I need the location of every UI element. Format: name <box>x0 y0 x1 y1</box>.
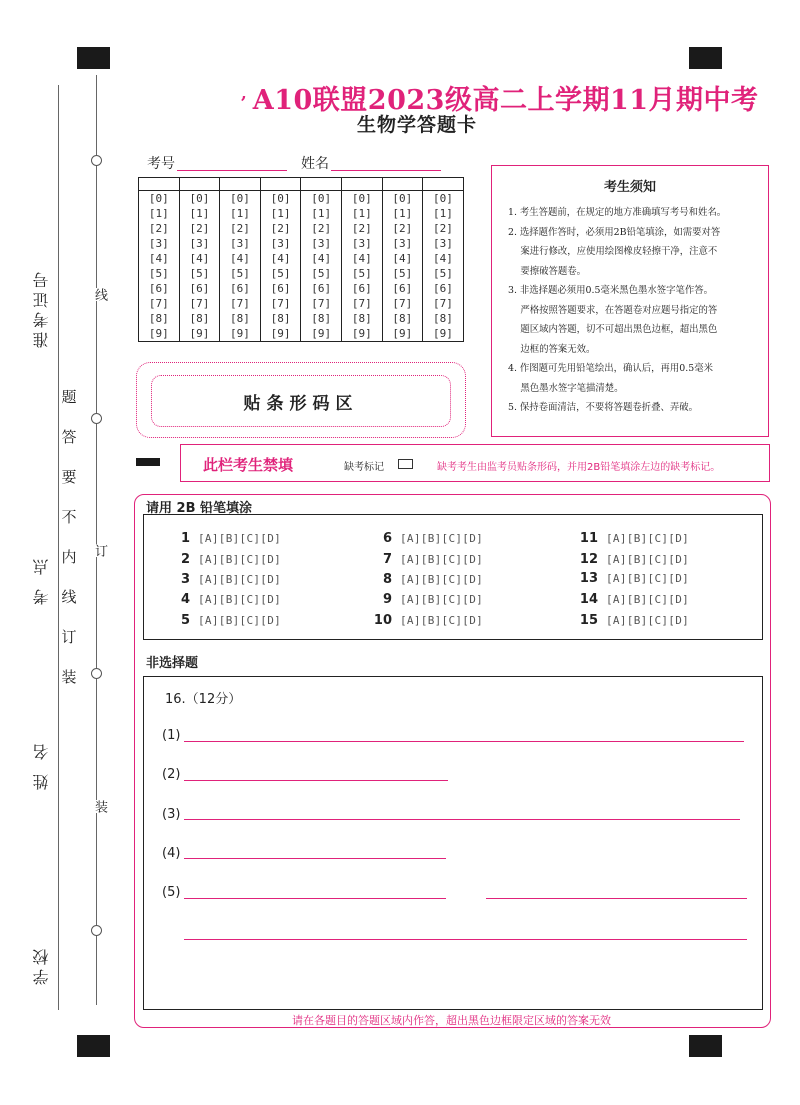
digit-bubble[interactable]: [6] <box>189 282 210 295</box>
digit-bubble[interactable]: [3] <box>270 237 291 250</box>
digit-column[interactable] <box>341 191 382 342</box>
digit-bubble[interactable]: [9] <box>270 327 291 340</box>
question-16-header: 16.（12分） <box>165 692 242 707</box>
digit-bubble[interactable]: [9] <box>433 327 453 340</box>
mc-options[interactable]: [A][B][C][D] <box>198 553 282 566</box>
digit-bubble[interactable]: [7] <box>351 297 372 310</box>
mc-question-number: 12 <box>579 552 598 567</box>
digit-bubble[interactable]: [1] <box>148 207 169 220</box>
digit-column[interactable] <box>139 191 180 342</box>
mc-question[interactable] <box>166 527 281 546</box>
mc-question[interactable] <box>368 568 483 587</box>
school-label: 学校 <box>32 945 51 985</box>
digit-column[interactable] <box>423 191 464 342</box>
write-cell[interactable] <box>382 178 423 191</box>
answer-part-label: (4) <box>162 846 181 861</box>
binding-line-outer <box>58 85 59 1010</box>
answer-line[interactable] <box>184 858 446 859</box>
digit-bubble[interactable]: [3] <box>189 237 210 250</box>
digit-bubble[interactable]: [4] <box>311 252 332 265</box>
binding-notice-char: 线 <box>61 588 77 606</box>
mc-question-number: 5 <box>180 613 190 628</box>
mc-question-number: 7 <box>382 552 392 567</box>
digit-column[interactable] <box>220 191 261 342</box>
write-cell[interactable] <box>301 178 342 191</box>
digit-bubble[interactable]: [8] <box>230 312 250 325</box>
digit-bubble[interactable]: [7] <box>433 297 453 310</box>
mc-question[interactable] <box>574 548 689 567</box>
non-choice-box <box>143 676 763 1010</box>
digit-bubble[interactable]: [3] <box>230 237 250 250</box>
answer-part-label: (1) <box>162 728 181 743</box>
write-cell[interactable] <box>260 178 301 191</box>
mc-options[interactable]: [A][B][C][D] <box>400 593 484 606</box>
mc-question[interactable] <box>166 609 281 628</box>
mc-question[interactable] <box>574 527 689 546</box>
notice-item: 要擦破答题卷。 <box>508 265 586 277</box>
exam-title-text: A10联盟2023级高二上学期11月期中考 <box>252 85 759 116</box>
write-cell[interactable] <box>423 178 464 191</box>
notice-item: 5. 保持卷面清洁，不要将答题卷折叠、弄破。 <box>508 402 699 413</box>
digit-bubble[interactable]: [1] <box>392 207 413 220</box>
digit-bubble[interactable]: [8] <box>433 312 453 325</box>
multiple-choice-section-label: 请用 2B 铅笔填涂 <box>146 501 253 516</box>
exam-number-label: 考号 <box>147 156 175 172</box>
binding-notice-char: 订 <box>61 628 77 646</box>
mc-options[interactable]: [A][B][C][D] <box>606 614 690 627</box>
proctor-only-label: 此栏考生禁填 <box>203 456 294 474</box>
digit-bubble[interactable]: [0] <box>148 192 169 205</box>
binding-hole <box>91 413 102 424</box>
answer-line[interactable] <box>486 898 747 899</box>
mc-question-number: 13 <box>579 571 598 586</box>
digit-bubble[interactable]: [3] <box>351 237 372 250</box>
digit-bubble[interactable]: [1] <box>270 207 291 220</box>
side-word-ding: 订 <box>92 544 107 557</box>
binding-hole <box>91 925 102 936</box>
mc-question-number: 11 <box>579 531 598 546</box>
answer-area-footer-note: 请在各题目的答题区域内作答，超出黑色边框限定区域的答案无效 <box>292 1014 611 1027</box>
digit-bubble[interactable]: [9] <box>230 327 250 340</box>
digit-bubble[interactable]: [3] <box>148 237 169 250</box>
binding-notice-char: 要 <box>61 468 77 486</box>
write-cell[interactable] <box>139 178 180 191</box>
digit-bubble[interactable]: [6] <box>351 282 372 295</box>
mc-options[interactable]: [A][B][C][D] <box>400 614 484 627</box>
student-name-label: 姓名 <box>32 730 51 790</box>
mc-options[interactable]: [A][B][C][D] <box>606 532 690 545</box>
absent-mark-box[interactable] <box>398 459 413 469</box>
binding-line-inner <box>96 75 97 1005</box>
digit-bubble[interactable]: [5] <box>392 267 413 280</box>
barcode-area[interactable] <box>136 362 466 438</box>
digit-bubble[interactable]: [6] <box>433 282 453 295</box>
digit-bubble[interactable]: [2] <box>230 222 250 235</box>
digit-bubble[interactable]: [0] <box>311 192 332 205</box>
mc-question-number: 6 <box>382 531 392 546</box>
digit-bubble[interactable]: [5] <box>230 267 250 280</box>
binding-notice-char: 装 <box>61 668 77 686</box>
answer-part-label: (2) <box>162 767 181 782</box>
digit-bubble[interactable]: [7] <box>230 297 250 310</box>
write-cell[interactable] <box>220 178 261 191</box>
notice-item: 黑色墨水签字笔描清楚。 <box>508 382 624 394</box>
digit-bubble[interactable]: [5] <box>433 267 453 280</box>
digit-bubble[interactable]: [0] <box>433 192 453 205</box>
digit-bubble[interactable]: [7] <box>148 297 169 310</box>
absent-mark-label: 缺考标记 <box>344 462 384 473</box>
mc-question-number: 9 <box>382 592 392 607</box>
answer-part-label: (3) <box>162 807 181 822</box>
binding-notice-char: 题 <box>61 388 77 406</box>
admission-number-label: 准考证号 <box>32 268 51 348</box>
answer-part-label: (5) <box>162 885 181 900</box>
mc-question[interactable] <box>166 588 281 607</box>
digit-bubble[interactable]: [4] <box>433 252 453 265</box>
barcode-area-label: 贴条形码区 <box>151 375 451 427</box>
binding-notice-char: 答 <box>61 428 77 446</box>
digit-bubble[interactable]: [4] <box>230 252 250 265</box>
mc-question-number: 1 <box>180 531 190 546</box>
digit-bubble[interactable]: [6] <box>311 282 332 295</box>
digit-bubble[interactable]: [7] <box>311 297 332 310</box>
digit-column[interactable] <box>179 191 220 342</box>
answer-line[interactable] <box>184 898 446 899</box>
mc-question[interactable] <box>574 588 689 607</box>
name-field-label: 姓名 <box>301 156 329 172</box>
digit-bubble[interactable]: [1] <box>433 207 453 220</box>
mc-options[interactable]: [A][B][C][D] <box>198 614 282 627</box>
digit-bubble[interactable]: [3] <box>433 237 453 250</box>
digit-bubble[interactable]: [8] <box>351 312 372 325</box>
digit-bubble[interactable]: [7] <box>392 297 413 310</box>
exam-number-field[interactable] <box>177 170 287 171</box>
digit-bubble[interactable]: [4] <box>148 252 169 265</box>
mc-question-number: 8 <box>382 572 392 587</box>
digit-column[interactable] <box>301 191 342 342</box>
digit-bubble[interactable]: [5] <box>311 267 332 280</box>
mc-question-number: 10 <box>373 613 392 628</box>
digit-bubble[interactable]: [1] <box>311 207 332 220</box>
digit-bubble[interactable]: [2] <box>148 222 169 235</box>
digit-bubble[interactable]: [1] <box>351 207 372 220</box>
name-field[interactable] <box>331 170 441 171</box>
digit-bubble[interactable]: [8] <box>148 312 169 325</box>
digit-bubble[interactable]: [6] <box>270 282 291 295</box>
digit-bubble[interactable]: [4] <box>351 252 372 265</box>
notice-item: 题区域内答题，切不可超出黑色边框，超出黑色 <box>508 324 718 335</box>
digit-bubble[interactable]: [9] <box>189 327 210 340</box>
binding-hole <box>91 668 102 679</box>
notice-item: 案进行修改，应使用绘图橡皮轻擦干净，注意不 <box>508 246 718 257</box>
digit-bubble[interactable]: [0] <box>230 192 250 205</box>
binding-notice <box>60 390 78 685</box>
digit-bubble[interactable]: [7] <box>270 297 291 310</box>
mc-question[interactable] <box>368 609 483 628</box>
digit-bubble[interactable]: [0] <box>189 192 210 205</box>
mc-question[interactable] <box>368 527 483 546</box>
mc-question-number: 14 <box>579 592 598 607</box>
registration-mark-bottom-right <box>689 1035 722 1057</box>
mc-question[interactable] <box>166 548 281 567</box>
mc-question[interactable] <box>368 548 483 567</box>
binding-notice-char: 不 <box>61 508 77 526</box>
digit-column[interactable] <box>382 191 423 342</box>
digit-bubble[interactable]: [4] <box>189 252 210 265</box>
digit-bubble[interactable]: [0] <box>270 192 291 205</box>
digit-bubble[interactable]: [3] <box>311 237 332 250</box>
digit-bubble[interactable]: [5] <box>148 267 169 280</box>
digit-bubble[interactable]: [2] <box>392 222 413 235</box>
title-tick-mark: ʼ <box>240 93 247 114</box>
digit-bubble[interactable]: [6] <box>392 282 413 295</box>
binding-hole <box>91 155 102 166</box>
mc-options[interactable]: [A][B][C][D] <box>400 573 484 586</box>
digit-column[interactable] <box>260 191 301 342</box>
exam-site-label: 考点 <box>32 545 51 605</box>
digit-bubble[interactable]: [3] <box>392 237 413 250</box>
mc-question-number: 3 <box>180 572 190 587</box>
registration-mark-top-right <box>689 47 722 69</box>
digit-bubble[interactable]: [0] <box>351 192 372 205</box>
absent-mark-bubble[interactable] <box>136 458 160 466</box>
digit-bubble[interactable]: [2] <box>189 222 210 235</box>
mc-options[interactable]: [A][B][C][D] <box>606 553 690 566</box>
answer-line[interactable] <box>184 741 744 742</box>
digit-bubble[interactable]: [2] <box>351 222 372 235</box>
mc-question-number: 2 <box>180 552 190 567</box>
mc-options[interactable]: [A][B][C][D] <box>400 553 484 566</box>
mc-question[interactable] <box>368 588 483 607</box>
digit-bubble[interactable]: [2] <box>433 222 453 235</box>
digit-bubble[interactable]: [4] <box>392 252 413 265</box>
digit-bubble[interactable]: [1] <box>230 207 250 220</box>
digit-bubble[interactable]: [5] <box>189 267 210 280</box>
notice-item: 2. 选择题作答时，必须用2B铅笔填涂，如需要对答 <box>508 226 721 238</box>
digit-bubble[interactable]: [6] <box>230 282 250 295</box>
exam-number-bubble-row <box>139 191 464 342</box>
answer-line[interactable] <box>184 819 740 820</box>
candidate-notice <box>491 165 769 437</box>
absent-mark-note: 缺考考生由监考员贴条形码，并用2B铅笔填涂左边的缺考标记。 <box>437 462 721 473</box>
mc-question[interactable] <box>574 609 689 628</box>
mc-question-number: 15 <box>579 613 598 628</box>
mc-question-number: 4 <box>180 592 190 607</box>
exam-number-write-row <box>139 178 464 191</box>
registration-mark-bottom-left <box>77 1035 110 1057</box>
mc-options[interactable]: [A][B][C][D] <box>198 532 282 545</box>
notice-item: 严格按照答题要求，在答题卷对应题号指定的答 <box>508 304 718 316</box>
mc-options[interactable]: [A][B][C][D] <box>198 573 282 586</box>
proctor-only-row <box>180 444 770 482</box>
side-word-zhuang: 装 <box>92 800 107 813</box>
mc-options[interactable]: [A][B][C][D] <box>606 593 690 606</box>
digit-bubble[interactable]: [4] <box>270 252 291 265</box>
mc-options[interactable]: [A][B][C][D] <box>400 532 484 545</box>
digit-bubble[interactable]: [8] <box>392 312 413 325</box>
digit-bubble[interactable]: [2] <box>311 222 332 235</box>
answer-line[interactable] <box>184 780 448 781</box>
digit-bubble[interactable]: [8] <box>270 312 291 325</box>
write-cell[interactable] <box>179 178 220 191</box>
digit-bubble[interactable]: [5] <box>351 267 372 280</box>
write-cell[interactable] <box>341 178 382 191</box>
mc-options[interactable]: [A][B][C][D] <box>198 593 282 606</box>
answer-sheet-subtitle: 生物学答题卡 <box>357 114 478 136</box>
digit-bubble[interactable]: [1] <box>189 207 210 220</box>
digit-bubble[interactable]: [9] <box>392 327 413 340</box>
mc-options[interactable]: [A][B][C][D] <box>606 572 690 585</box>
notice-list <box>492 203 768 418</box>
registration-mark-top-left <box>77 47 110 69</box>
binding-notice-char: 内 <box>61 548 77 566</box>
non-choice-section-label: 非选择题 <box>146 656 199 671</box>
digit-bubble[interactable]: [9] <box>351 327 372 340</box>
mc-question[interactable] <box>574 567 689 586</box>
notice-item: 边框的答案无效。 <box>508 343 596 355</box>
side-word-xian: 线 <box>92 288 107 301</box>
digit-bubble[interactable]: [8] <box>311 312 332 325</box>
exam-title <box>240 78 759 117</box>
answer-line[interactable] <box>184 939 747 940</box>
digit-bubble[interactable]: [6] <box>148 282 169 295</box>
digit-bubble[interactable]: [9] <box>311 327 332 340</box>
digit-bubble[interactable]: [5] <box>270 267 291 280</box>
digit-bubble[interactable]: [8] <box>189 312 210 325</box>
mc-question[interactable] <box>166 568 281 587</box>
notice-item: 4. 作图题可先用铅笔绘出，确认后，再用0.5毫米 <box>508 363 713 374</box>
notice-item: 1. 考生答题前，在规定的地方准确填写考号和姓名。 <box>508 207 727 218</box>
digit-bubble[interactable]: [0] <box>392 192 413 205</box>
notice-title: 考生须知 <box>603 180 656 195</box>
digit-bubble[interactable]: [9] <box>148 327 169 340</box>
digit-bubble[interactable]: [7] <box>189 297 210 310</box>
exam-number-grid <box>138 177 464 342</box>
digit-bubble[interactable]: [2] <box>270 222 291 235</box>
notice-item: 3. 非选择题必须用0.5毫米黑色墨水签字笔作答。 <box>508 285 713 296</box>
